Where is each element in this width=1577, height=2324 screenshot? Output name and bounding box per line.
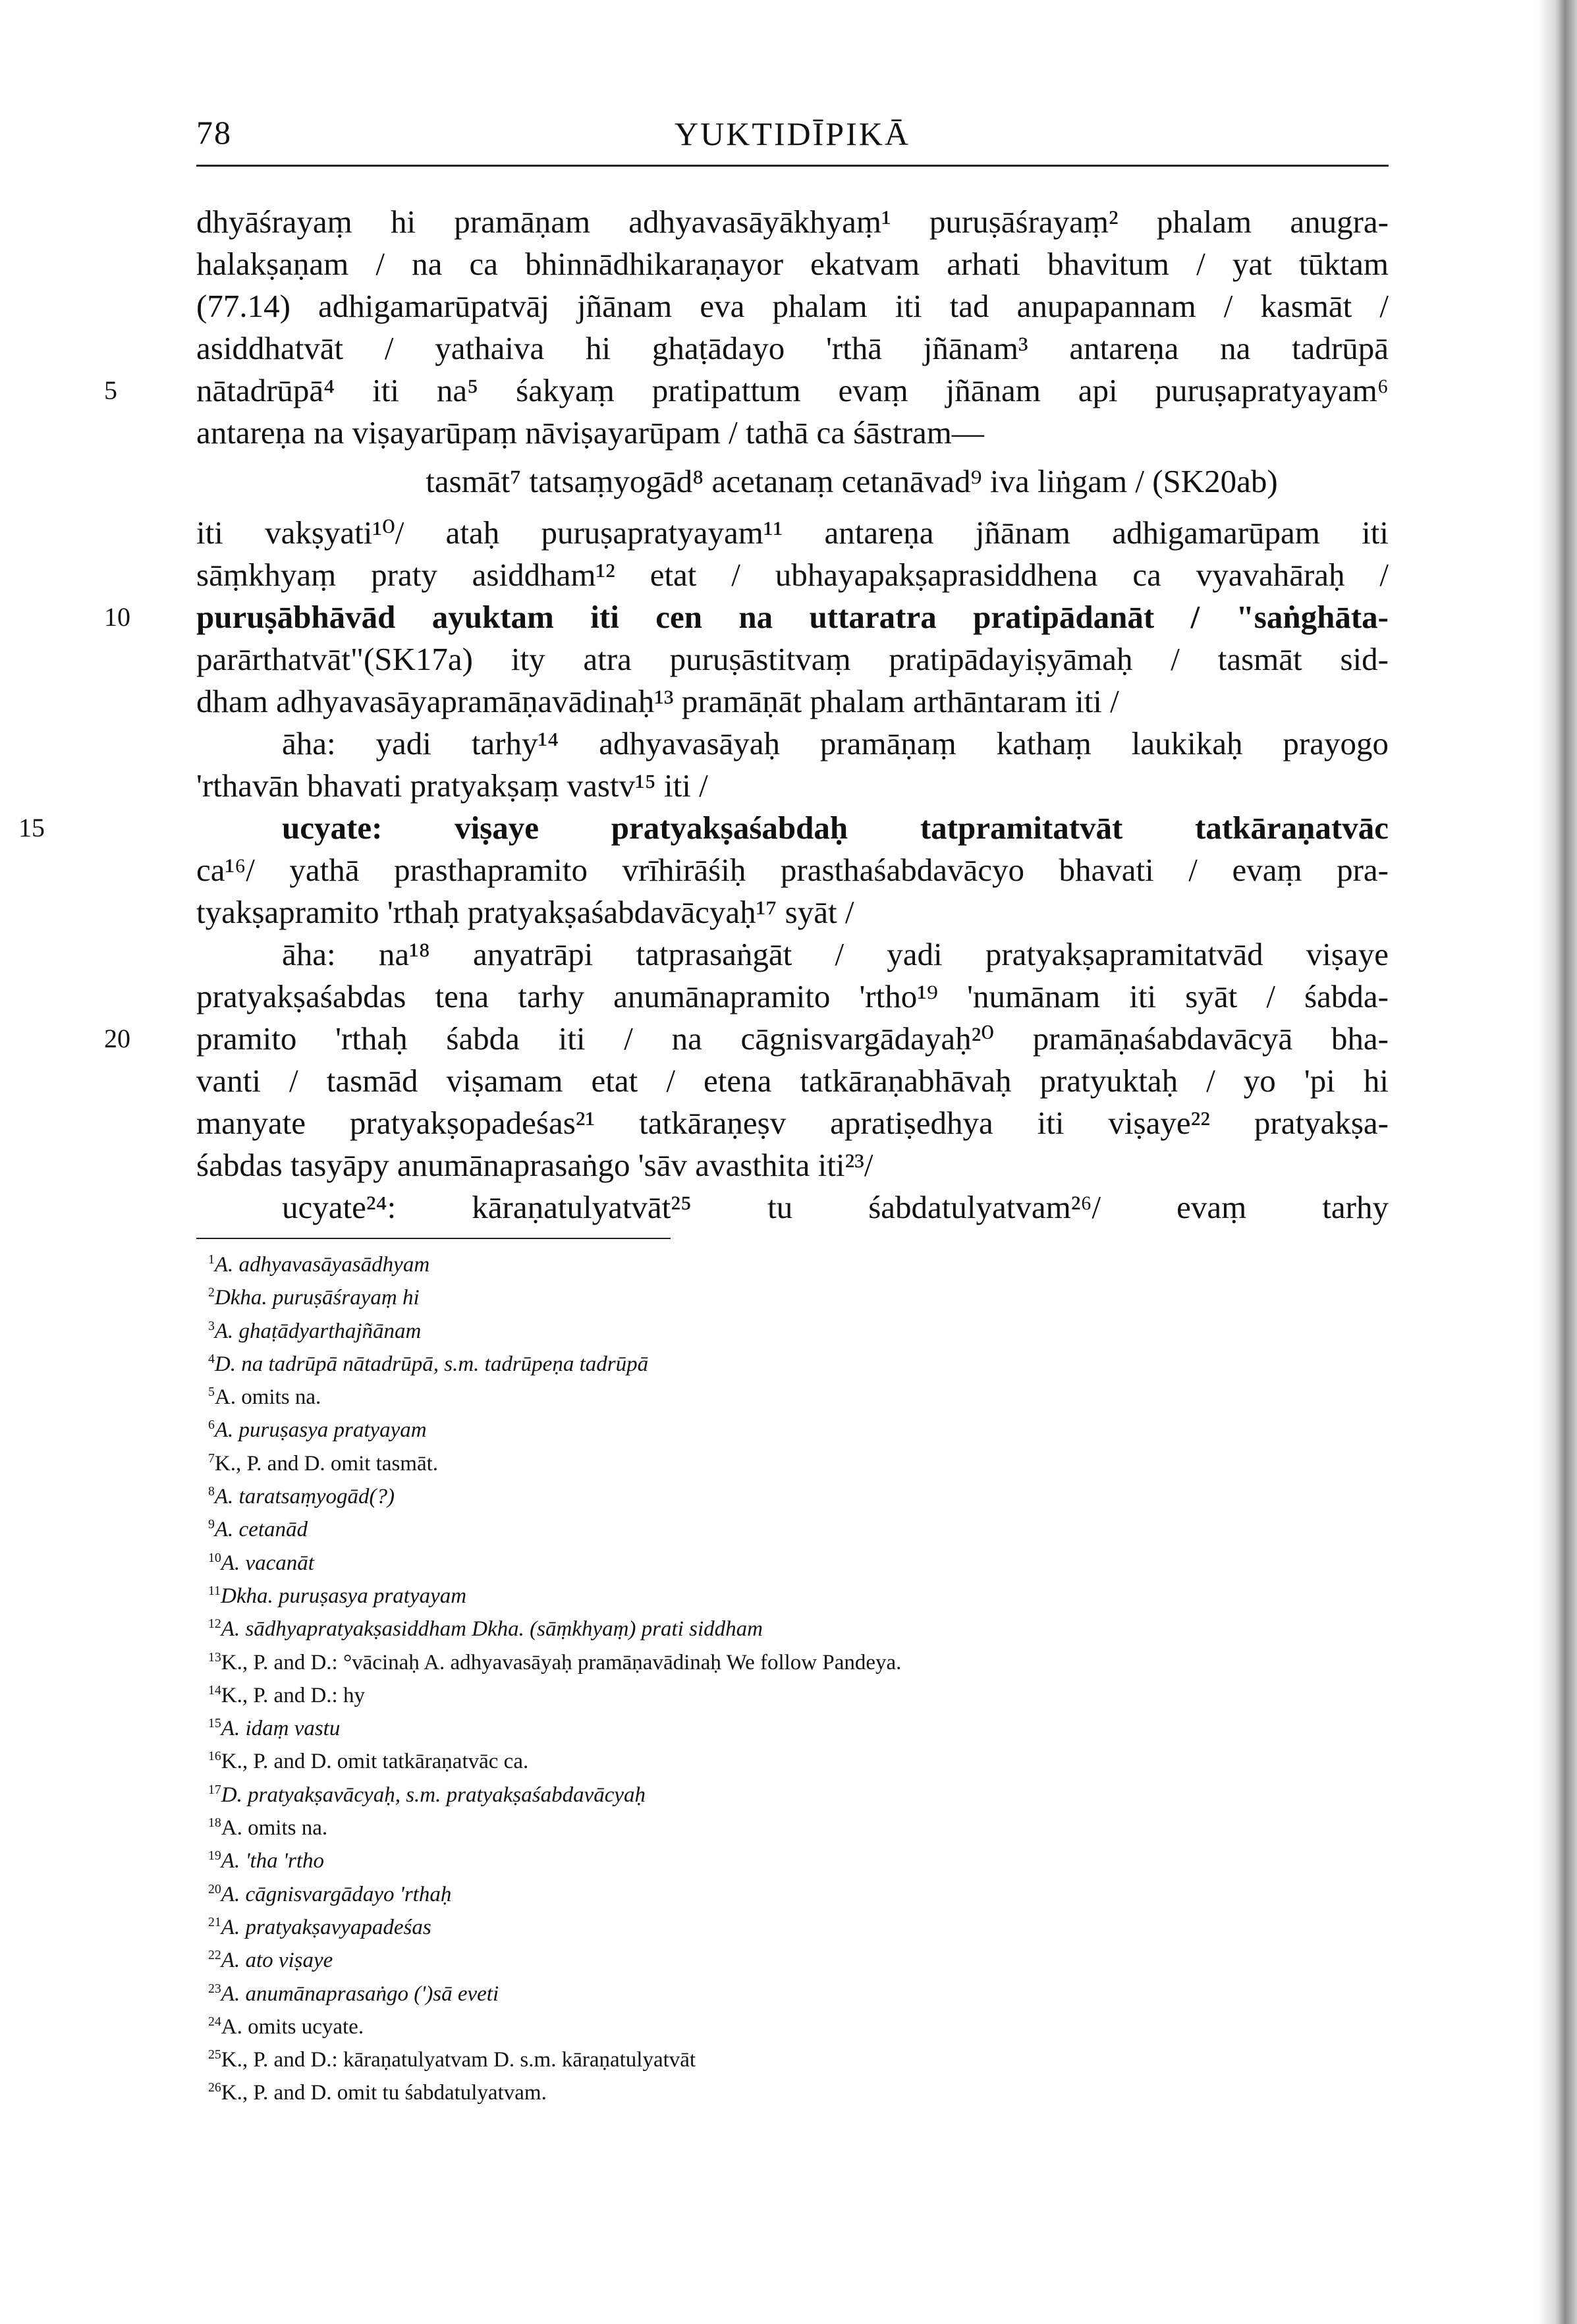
text-line-wrap (18, 807, 1389, 849)
text-line-wrap (104, 596, 1389, 638)
text-line: 'rthavān bhavati pratyakṣaṃ vastv¹⁵ iti / (196, 767, 708, 804)
footnote: $^{15}$A. idaṃ vastu (208, 1716, 341, 1741)
text-line: halakṣaṇam / na ca bhinnādhikaraṇayor ekatvam arhati bhavitum / yat tūktam (196, 246, 1389, 282)
text-line: vanti / tasmād viṣamam etat / etena tatkāraṇabhāvaḥ pratyuktaḥ / yo 'pi hi (196, 1063, 1389, 1099)
text-line: iti vakṣyati¹⁰/ ataḥ puruṣapratyayam¹¹ antareṇa jñānam adhigamarūpam iti (196, 514, 1389, 551)
footnote: $^{14}$K., P. and D.: hy (208, 1682, 365, 1707)
text-line-wrap (104, 370, 1389, 412)
text-line-wrap (104, 1018, 1389, 1060)
footnote-rule (196, 1238, 671, 1239)
text-line: (77.14) adhigamarūpatvāj jñānam eva phalam iti tad anupapannam / kasmāt / (196, 288, 1389, 324)
footnote: $^{21}$A. pratyakṣavyapadeśas (208, 1914, 431, 1939)
line-number: 10 (104, 602, 130, 632)
footnote: $^1$A. adhyavasāyasādhyam (208, 1252, 430, 1277)
footnote: $^{19}$A. 'tha 'rtho (208, 1848, 324, 1873)
text-line: asiddhatvāt / yathaiva hi ghaṭādayo 'rthā jñānam³ antareṇa na tadrūpā (196, 330, 1389, 366)
text-line: pramito 'rthaḥ śabda iti / na cāgnisvargādayaḥ²⁰ pramāṇaśabdavācyā bha- (196, 1020, 1389, 1057)
footnote: $^{11}$Dkha. puruṣasya pratyayam (208, 1583, 467, 1608)
footnote: $^8$A. taratsaṃyogād(?) (208, 1484, 395, 1509)
text-line: dham adhyavasāyapramāṇavādinaḥ¹³ pramāṇāt phalam arthāntaram iti / (196, 683, 1119, 719)
footnote: $^{23}$A. anumānaprasaṅgo (')sā eveti (208, 1981, 499, 2006)
footnote: $^7$K., P. and D. omit tasmāt. (208, 1451, 439, 1476)
page-number: 78 (196, 114, 232, 151)
text-line: sāṃkhyaṃ praty asiddham¹² etat / ubhayapakṣaprasiddhena ca vyavahāraḥ / (196, 557, 1389, 593)
footnote: $^{25}$K., P. and D.: kāraṇatulyatvam D. s.m. kāraṇatulyatvāt (208, 2047, 696, 2072)
text-line: tyakṣapramito 'rthaḥ pratyakṣaśabdavācyaḥ¹⁷ syāt / (196, 894, 854, 930)
footnote: $^{24}$A. omits ucyate. (208, 2014, 364, 2039)
text-line: puruṣābhāvād ayuktam iti cen na uttaratra pratipādanāt / "saṅghāta- (196, 599, 1389, 635)
text-line: manyate pratyakṣopadeśas²¹ tatkāraṇeṣv apratiṣedhya iti viṣaye²² pratyakṣa- (196, 1105, 1389, 1141)
footnote: $^{10}$A. vacanāt (208, 1550, 314, 1575)
text-line: ucyate: viṣaye pratyakṣaśabdaḥ tatpramitatvāt tatkāraṇatvāc (282, 810, 1389, 846)
book-page (18, 112, 1389, 2110)
text-line: parārthatvāt"(SK17a) ity atra puruṣāstitvaṃ pratipādayiṣyāmaḥ / tasmāt sid- (196, 641, 1389, 677)
footnote: $^4$D. na tadrūpā nātadrūpā, s.m. tadrūpeṇa tadrūpā (208, 1351, 649, 1376)
footnote: $^2$Dkha. puruṣāśrayaṃ hi (208, 1285, 420, 1310)
text-line: āha: na¹⁸ anyatrāpi tatprasaṅgāt / yadi pratyakṣapramitatvād viṣaye (282, 936, 1389, 972)
footnote: $^{22}$A. ato viṣaye (208, 1948, 333, 1973)
footnote: $^{26}$K., P. and D. omit tu śabdatulyatvam. (208, 2080, 547, 2105)
verse-quote: tasmāt⁷ tatsaṃyogād⁸ acetanaṃ cetanāvad⁹ iva liṅgam / (SK20ab) (426, 463, 1278, 499)
text-line: āha: yadi tarhy¹⁴ adhyavasāyaḥ pramāṇaṃ kathaṃ laukikaḥ prayogo (282, 725, 1389, 761)
footnote: $^{17}$D. pratyakṣavācyaḥ, s.m. pratyakṣaśabdavācyaḥ (208, 1782, 646, 1807)
footnotes (196, 1248, 1389, 2110)
footnote: $^9$A. cetanād (208, 1517, 308, 1542)
text-line: pratyakṣaśabdas tena tarhy anumānapramito 'rtho¹⁹ 'numānam iti syāt / śabda- (196, 978, 1389, 1014)
footnote: $^{18}$A. omits na. (208, 1815, 328, 1840)
text-line: ucyate²⁴: kāraṇatulyatvāt²⁵ tu śabdatulyatvam²⁶/ evaṃ tarhy (282, 1189, 1389, 1225)
footnote: $^{16}$K., P. and D. omit tatkāraṇatvāc ca. (208, 1749, 529, 1774)
text-line: dhyāśrayaṃ hi pramāṇam adhyavasāyākhyaṃ¹ puruṣāśrayaṃ² phalam anugra- (196, 204, 1389, 240)
line-number: 20 (104, 1024, 130, 1053)
footnote: $^3$A. ghaṭādyarthajñānam (208, 1318, 422, 1343)
footnote: $^6$A. puruṣasya pratyayam (208, 1418, 427, 1443)
running-title: YUKTIDĪPIKĀ (675, 115, 910, 152)
footnote: $^5$A. omits na. (208, 1385, 321, 1410)
text-line: śabdas tasyāpy anumānaprasaṅgo 'sāv avasthita iti²³/ (196, 1147, 873, 1183)
line-number: 5 (104, 375, 117, 405)
page-header (196, 112, 1389, 167)
text-line: nātadrūpā⁴ iti na⁵ śakyaṃ pratipattum evaṃ jñānam api puruṣapratyayam⁶ (196, 372, 1389, 408)
text-line: antareṇa na viṣayarūpaṃ nāviṣayarūpam / tathā ca śāstram— (196, 414, 984, 451)
footnote: $^{20}$A. cāgnisvargādayo 'rthaḥ (208, 1881, 452, 1906)
page-edge-shadow (1537, 0, 1577, 2324)
line-number: 15 (18, 813, 45, 843)
footnote: $^{13}$K., P. and D.: °vācinaḥ A. adhyavasāyaḥ pramāṇavādinaḥ We follow Pandeya. (208, 1649, 902, 1674)
footnote: $^{12}$A. sādhyapratyakṣasiddham Dkha. (sāṃkhyaṃ) prati siddham (208, 1617, 763, 1642)
main-text (18, 201, 1389, 1229)
text-line: ca¹⁶/ yathā prasthapramito vrīhirāśiḥ prasthaśabdavācyo bhavati / evaṃ pra- (196, 852, 1389, 888)
